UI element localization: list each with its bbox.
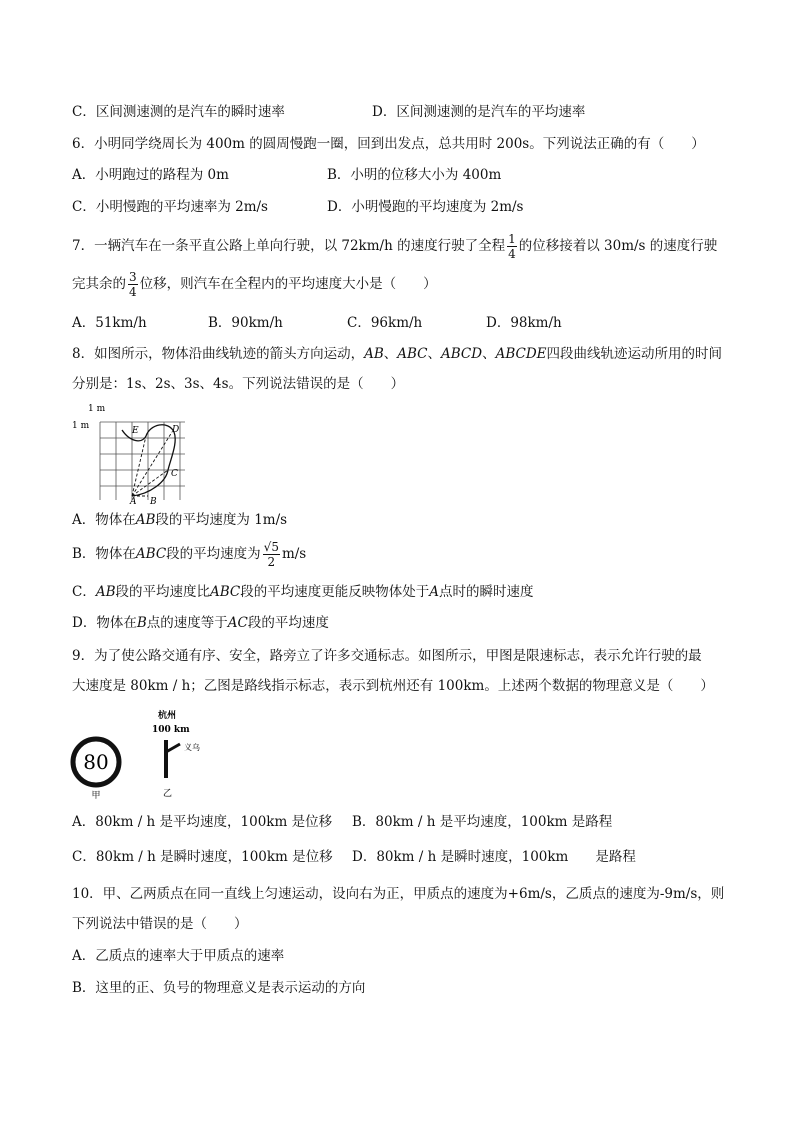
q8-trajectory-curve: [122, 425, 175, 496]
q10-option-a: A．乙质点的速率大于甲质点的速率: [72, 948, 285, 964]
q7-option-d: D．98km/h: [486, 315, 562, 331]
q8-opt-b-pre: B．物体在: [72, 546, 136, 562]
q8-opt-b-mid: 段的平均速度为: [166, 546, 261, 562]
q8-point-b: B: [150, 497, 157, 504]
q8-point-d: D: [172, 425, 180, 435]
q9-speed-limit-sign: [70, 736, 126, 800]
q8-opt-c-pre: C．: [72, 584, 96, 600]
q8-opt-d-post: 段的平均速度: [247, 615, 329, 631]
q9-option-c: C．80km / h 是瞬时速度，100km 是位移: [72, 849, 333, 865]
q8-seg-ab: AB: [364, 346, 384, 362]
q7-stem-part3: 完其余的: [72, 276, 126, 292]
q9-option-d: D．80km / h 是瞬时速度，100km 是路程: [352, 849, 636, 865]
q6-stem: 6．小明同学绕周长为 400m 的圆周慢跑一圈，回到出发点，总共用时 200s。下列说法正确的有（ ）: [72, 136, 705, 152]
q8-opt-d-seg: AC: [227, 615, 248, 631]
q8-seg-abcd: ABCD: [441, 346, 483, 362]
q10-option-b: B．这里的正、负号的物理意义是表示运动的方向: [72, 980, 366, 996]
q7-frac1-denominator: 4: [508, 247, 516, 261]
q8-opt-a-post: 段的平均速度为 1m/s: [155, 512, 288, 528]
q7-stem-part2: 的位移接着以 30m/s 的速度行驶: [518, 238, 718, 254]
q8-stem-line1: [72, 344, 722, 364]
q7-stem-line1: [72, 228, 717, 264]
q8-opt-a-pre: A．物体在: [72, 512, 136, 528]
q10-stem-line1: 10．甲、乙两质点在同一直线上匀速运动，设向右为正，甲质点的速度为+6m/s，乙质点的速度为-9m/s，则: [72, 886, 725, 902]
q8-opt-c-seg2: ABC: [210, 584, 241, 600]
q5-option-c: C．区间测速测的是汽车的瞬时速率: [72, 104, 285, 120]
q7-frac1-numerator: 1: [508, 232, 516, 246]
q7-fraction-three-quarters: [128, 270, 138, 299]
q8-top-scale-label: 1 m: [88, 404, 106, 414]
q10-stem-line2: 下列说法中错误的是（ ）: [72, 916, 248, 932]
q8-stem-line2: 分别是：1s、2s、3s、4s。下列说法错误的是（ ）: [72, 376, 405, 392]
q6-option-b: B．小明的位移大小为 400m: [327, 167, 502, 183]
q9-stem-line1: 9．为了使公路交通有序、安全，路旁立了许多交通标志。如图所示，甲图是限速标志，表示允许行驶的最: [72, 648, 702, 664]
q8-option-a: [72, 510, 287, 530]
q7-option-c: C．96km/h: [347, 315, 423, 331]
q8-sep-2: 、: [427, 346, 442, 362]
q8-point-e: E: [132, 426, 139, 436]
route-sign-branch-arrow: [166, 744, 180, 752]
q8-opt-b-frac-num: √5: [263, 540, 279, 554]
q7-stem-part4: 位移，则汽车在全程内的平均速度大小是（ ）: [139, 276, 437, 292]
q6-option-d: D．小明慢跑的平均速度为 2m/s: [327, 199, 524, 215]
q7-stem-part1: 7．一辆汽车在一条平直公路上单向行驶，以 72km/h 的速度行驶了全程: [72, 238, 506, 254]
q8-trajectory-figure: [70, 402, 195, 504]
q5-option-d: D．区间测速测的是汽车的平均速率: [372, 104, 586, 120]
q8-point-c: C: [171, 469, 178, 479]
q8-stem-part2: 四段曲线轨迹运动所用的时间: [546, 346, 723, 362]
label-jia: 甲: [91, 791, 101, 800]
q8-opt-b-frac-den: 2: [267, 555, 276, 569]
q8-opt-b-seg: ABC: [135, 546, 167, 562]
q9-option-b: B．80km / h 是平均速度，100km 是路程: [352, 814, 613, 830]
q7-stem-line2: [72, 266, 437, 302]
q8-point-a: A: [130, 497, 137, 504]
q9-option-a: A．80km / h 是平均速度，100km 是位移: [72, 814, 333, 830]
q8-opt-d-mid: 点的速度等于: [146, 615, 228, 631]
q6-option-a: A．小明跑过的路程为 0m: [72, 167, 229, 183]
q8-side-scale-label: 1 m: [72, 421, 90, 431]
q8-seg-abc: ABC: [397, 346, 428, 362]
q8-opt-c-seg1: AB: [95, 584, 116, 600]
q7-fraction-one-quarter: [507, 232, 517, 261]
q8-option-d: [72, 613, 329, 633]
q9-route-sign: [146, 706, 216, 800]
q8-opt-c-post: 点时的瞬时速度: [439, 584, 534, 600]
q9-stem-line2: 大速度是 80km / h；乙图是路线指示标志，表示到杭州还有 100km。上述两个数据的物理意义是（ ）: [72, 678, 714, 694]
q8-option-c: [72, 582, 534, 602]
speed-limit-value: 80: [83, 750, 109, 774]
q8-opt-d-pt: B: [136, 615, 147, 631]
q8-opt-d-pre: D．物体在: [72, 615, 137, 631]
q8-opt-a-seg: AB: [135, 512, 156, 528]
q8-opt-b-unit: m/s: [281, 546, 307, 562]
q6-option-c: C．小明慢跑的平均速率为 2m/s: [72, 199, 268, 215]
q8-opt-b-fraction: [263, 540, 280, 569]
q7-option-b: B．90km/h: [208, 315, 283, 331]
q8-option-b: [72, 536, 306, 572]
q8-seg-abcde: ABCDE: [495, 346, 547, 362]
q8-sep-3: 、: [482, 346, 496, 362]
q7-frac2-numerator: 3: [129, 270, 137, 284]
q8-opt-c-mid: 段的平均速度比: [115, 584, 211, 600]
q8-opt-c-pt: A: [429, 584, 440, 600]
q8-sep-1: 、: [383, 346, 398, 362]
q8-opt-c-mid2: 段的平均速度更能反映物体处于: [240, 584, 430, 600]
q7-option-a: A．51km/h: [72, 315, 147, 331]
route-sign-branch-label: 义乌: [184, 743, 200, 752]
q8-stem-part1: 8．如图所示，物体沿曲线轨迹的箭头方向运动，: [72, 346, 365, 362]
q7-frac2-denominator: 4: [129, 285, 137, 299]
route-sign-distance: 100 km: [152, 725, 190, 735]
label-yi: 乙: [163, 789, 173, 799]
route-sign-city: 杭州: [158, 711, 177, 721]
